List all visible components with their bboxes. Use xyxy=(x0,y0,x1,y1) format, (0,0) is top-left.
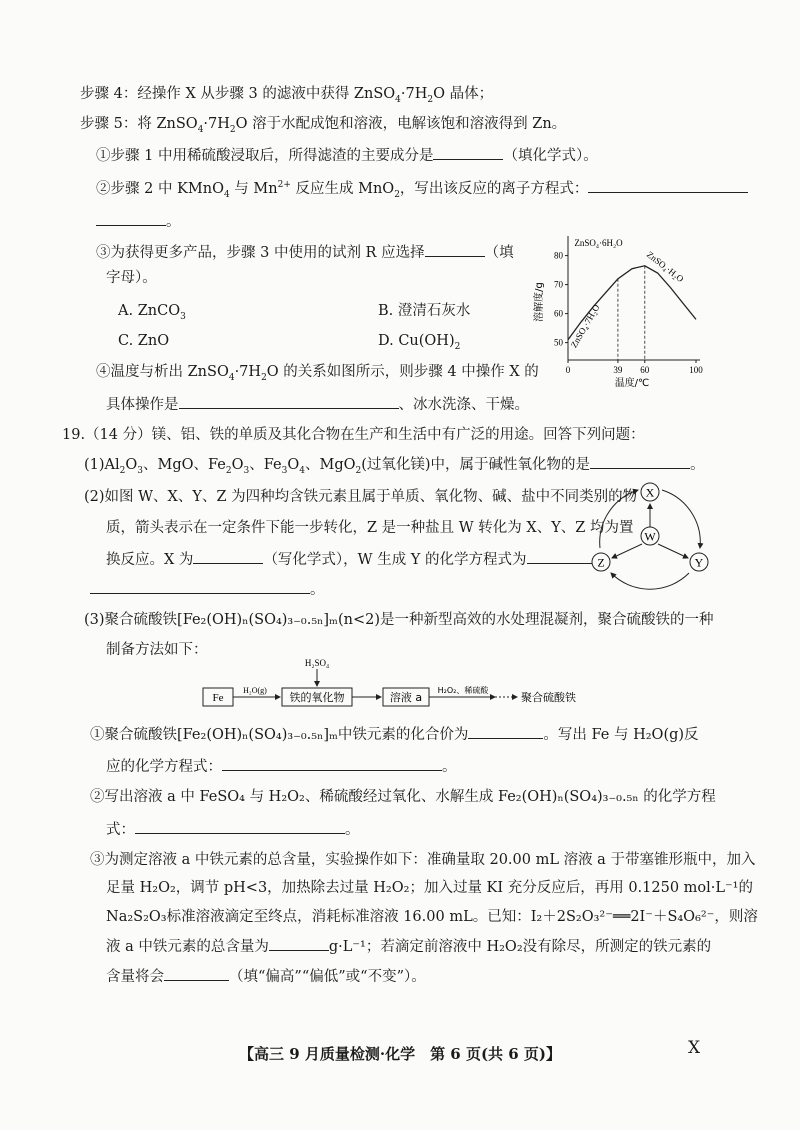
q19-s1-line2 xyxy=(106,756,457,777)
step4-text-c: O 晶体； xyxy=(433,86,494,102)
q19-p1-end: 。 xyxy=(690,457,705,473)
q19-s2-text-b: 式： xyxy=(106,822,135,838)
arrow-w-to-y xyxy=(658,544,688,558)
q19-s3-line5 xyxy=(106,966,426,987)
q19-part3-line2 xyxy=(106,640,208,660)
q19-part2-line1 xyxy=(84,487,637,507)
page-footer xyxy=(0,1043,800,1064)
q18-p4-tail: 、冰水洗涤、干燥。 xyxy=(398,397,529,413)
q19-s2-line2 xyxy=(106,819,360,840)
h2so4-label: H₂SO₄ xyxy=(304,658,330,668)
q19-p2-text3a: 换反应。X 为 xyxy=(106,552,194,568)
q18-p1-text: ①步骤 1 中用稀硫酸浸取后，所得滤渣的主要成分是 xyxy=(96,148,434,164)
q19-s2-line1 xyxy=(90,787,716,807)
q19-p1-b: O xyxy=(125,457,138,473)
node-y-label: Y xyxy=(694,555,704,570)
chart-xlabel: 温度/℃ xyxy=(614,378,650,389)
q19-title xyxy=(62,425,645,445)
option-b[interactable] xyxy=(378,301,470,321)
q19-s3-text2: 足量 H₂O₂，调节 pH<3，加热除去过量 H₂O₂；加入过量 KI 充分反应后，再用 0.1250 mol·L⁻¹的 xyxy=(106,880,753,896)
option-d-text: D. Cu(OH) xyxy=(378,333,455,349)
q19-part2-line4 xyxy=(90,579,325,600)
q18-p4-text-b: ·7H xyxy=(234,364,262,380)
step4-line: 步骤 4：经操作 X 从步骤 3 的滤液中获得 $ZnSO_4\cdot 7H_2O$ 晶体； xyxy=(80,86,494,105)
q18-p2-text-c: 反应生成 MnO xyxy=(290,181,395,197)
solubility-chart xyxy=(532,230,722,400)
q19-part2-line3 xyxy=(106,549,605,570)
q19-p1-f: O xyxy=(287,457,300,473)
q18-part4: ④温度与析出 $ZnSO_4\cdot 7H_2O$ 的关系如图所示，则步骤 4 中操作 X 的 xyxy=(96,364,539,383)
q19-s3-text3: Na₂S₂O₃标准溶液滴定至终点，消耗标准溶液 16.00 mL。已知：I₂＋2S₂O₃²⁻══2I⁻＋S₄O₆²⁻，则溶 xyxy=(106,909,758,925)
q18-p2-text-d: ，写出该反应的离子方程式： xyxy=(399,181,589,197)
q19-s3-line3 xyxy=(106,907,758,927)
option-a-text: A. ZnCO xyxy=(118,303,181,319)
q19-p2-text2: 质，箭头表示在一定条件下能一步转化，Z 是一种盐且 W 转化为 X、Y、Z 均为置 xyxy=(106,520,634,536)
q18-p3-blank[interactable] xyxy=(425,242,485,257)
option-b-text: B. 澄清石灰水 xyxy=(378,303,471,319)
iron-conversion-diagram xyxy=(585,478,715,596)
option-c[interactable] xyxy=(118,331,169,351)
step5-line: 步骤 5：将 $ZnSO_4\cdot 7H_2O$ 溶于水配成饱和溶液，电解该饱和溶液得到 Zn。 xyxy=(80,116,567,135)
step4-text-a: 步骤 4：经操作 X 从步骤 3 的滤液中获得 ZnSO xyxy=(80,86,396,102)
footer-text: 【高三 9 月质量检测·化学 第 6 页(共 6 页)】 xyxy=(238,1045,562,1063)
arc-x-to-y xyxy=(662,490,700,548)
q19-p1-h: (过氧化镁)中，属于碱性氧化物的是 xyxy=(361,457,591,473)
q19-s1-blank-b[interactable] xyxy=(222,756,442,771)
q19-s2-blank[interactable] xyxy=(135,819,345,834)
q19-s1-text-a: ①聚合硫酸铁[Fe₂(OH)ₙ(SO₄)₃₋₀.₅ₙ]ₘ中铁元素的化合价为 xyxy=(90,727,469,743)
q19-s3-blank-b[interactable] xyxy=(164,966,229,981)
q19-p2-text3b: （写化学式），W 生成 Y 的化学方程式为 xyxy=(263,552,527,568)
option-d[interactable]: D. $Cu(OH)_2$ xyxy=(378,333,461,352)
q19-s3-text4b: g·L⁻¹；若滴定前溶液中 H₂O₂没有除尽，所测定的铁元素的 xyxy=(328,939,712,955)
chart-ticks xyxy=(554,251,703,375)
q19-s1-blank-a[interactable] xyxy=(468,724,543,739)
node-w-label: W xyxy=(644,529,656,544)
q19-s3-line1 xyxy=(90,850,755,870)
box-oxide-label: 铁的氧化物 xyxy=(289,691,345,704)
q18-p2-blank-b[interactable] xyxy=(96,211,166,226)
q19-part3-line1 xyxy=(84,610,713,630)
q18-p2-text-b: 与 Mn xyxy=(229,181,278,197)
q19-s1-text-c: 应的化学方程式： xyxy=(106,759,222,775)
chart-xtick-label: 39 xyxy=(613,365,623,375)
step4-text-b: ·7H xyxy=(400,86,428,102)
q19-p1-blank[interactable] xyxy=(590,454,690,469)
q18-part3-cont xyxy=(106,268,157,288)
q18-p1-blank[interactable] xyxy=(433,145,503,160)
chart-ytick-label: 50 xyxy=(554,337,563,348)
q19-p2-end: 。 xyxy=(310,582,325,598)
q19-p1-g: 、MgO xyxy=(304,457,356,473)
q19-s3-text5a: 含量将会 xyxy=(106,969,164,985)
arrow-w-to-z xyxy=(612,544,642,558)
chart-axes xyxy=(568,236,700,360)
q18-p3-tail: （填 xyxy=(484,245,514,261)
q19-p1-a: (1)Al xyxy=(84,457,120,473)
chart-label-heptahydrate: ZnSO₄·7H₂O xyxy=(568,302,602,350)
q18-p4-text-a: ④温度与析出 ZnSO xyxy=(96,364,229,380)
q18-p2-text-a: ②步骤 2 中 KMnO xyxy=(96,181,224,197)
option-c-text: C. ZnO xyxy=(118,333,170,349)
chart-ytick-label: 60 xyxy=(554,308,563,319)
q19-s2-end: 。 xyxy=(345,822,360,838)
step5-text-b: ·7H xyxy=(203,116,230,132)
q19-s1-end: 。 xyxy=(442,759,457,775)
q18-p2-blank-a[interactable] xyxy=(588,178,748,193)
q19-s3-text5b: （填“偏高”“偏低”或“不变”）。 xyxy=(229,969,426,985)
box-solution-label: 溶液 a xyxy=(389,691,423,704)
q19-p3-text1: (3)聚合硫酸铁[Fe₂(OH)ₙ(SO₄)₃₋₀.₅ₙ]ₘ(n<2)是一种新型高效的水处理混凝剂，聚合硫酸铁的一种 xyxy=(84,612,714,628)
q19-p2-blank-eq2[interactable] xyxy=(90,579,310,594)
arc-z-to-x xyxy=(600,490,638,548)
q19-s3-blank-a[interactable] xyxy=(269,936,329,951)
q18-part2: ②步骤 2 中 KMnO$_4$ 与 $Mn^{2+}$ 反应生成 MnO$_2$，写出该反应的离子方程式： xyxy=(96,178,748,199)
q19-s1-line1 xyxy=(90,724,699,745)
option-a[interactable]: A. ZnCO$_3$ xyxy=(118,303,186,322)
q19-s3-text1: ③为测定溶液 a 中铁元素的总含量，实验操作如下：准确量取 20.00 mL 溶液 a 于带塞锥形瓶中，加入 xyxy=(90,852,756,868)
q19-s3-line2 xyxy=(106,878,753,898)
step5-text-a: 步骤 5：将 ZnSO xyxy=(80,116,198,132)
q18-p2-end: 。 xyxy=(166,214,181,230)
version-mark xyxy=(688,1038,700,1058)
arrow1-label: H₂O(g) xyxy=(243,686,267,695)
q18-part2-cont xyxy=(96,211,181,232)
chart-ylabel: 溶解度/g xyxy=(534,282,545,322)
q18-p4-blank[interactable] xyxy=(179,394,399,409)
chart-ytick-label: 70 xyxy=(554,279,563,290)
q19-s2-text-a: ②写出溶液 a 中 FeSO₄ 与 H₂O₂、稀硫酸经过氧化、水解生成 Fe₂(OH)ₙ(SO₄)₃₋₀.₅ₙ 的化学方程 xyxy=(90,789,716,805)
q19-p1-c: 、MgO、Fe xyxy=(143,457,226,473)
q19-p2-blank-x[interactable] xyxy=(193,549,263,564)
q19-s3-text4a: 液 a 中铁元素的总含量为 xyxy=(106,939,269,955)
chart-label-monohydrate: ZnSO₄·H₂O xyxy=(644,249,686,285)
q19-s3-line4 xyxy=(106,936,711,957)
q19-p3-text2: 制备方法如下： xyxy=(106,642,208,658)
q19-title-text: 19.（14 分）镁、铝、铁的单质及其化合物在生产和生活中有广泛的用途。回答下列问题： xyxy=(62,427,645,443)
q19-part1: $(1)Al_2O_3$、MgO、$Fe_2O_3$、$Fe_3O_4$、MgO$_2$(过氧化镁)中，属于碱性氧化物的是 。 xyxy=(84,454,705,475)
q19-p1-e: 、Fe xyxy=(249,457,282,473)
node-z-label: Z xyxy=(597,555,605,570)
q19-part2-line2 xyxy=(106,518,634,538)
q18-p1-tail: （填化学式）。 xyxy=(503,148,598,164)
q19-p2-text1: (2)如图 W、X、Y、Z 为四种均含铁元素且属于单质、氧化物、碱、盐中不同类别的物 xyxy=(84,489,638,505)
box-fe-label: Fe xyxy=(212,692,224,704)
chart-xtick-label: 100 xyxy=(689,365,703,375)
q18-p4-text-d: 具体操作是 xyxy=(106,397,179,413)
chart-label-hexahydrate: ZnSO₄·6H₂O xyxy=(574,238,623,248)
q18-part3 xyxy=(96,242,514,263)
chart-xtick-label: 0 xyxy=(565,365,571,375)
q18-p3-text: ③为获得更多产品，步骤 3 中使用的试剂 R 应选择 xyxy=(96,245,425,261)
node-x-label: X xyxy=(645,485,655,500)
q19-s1-text-b: 。写出 Fe 与 H₂O(g)反 xyxy=(543,727,699,743)
q18-p3-cont-text: 字母）。 xyxy=(106,270,157,286)
product-label: 聚合硫酸铁 xyxy=(521,691,576,704)
step5-text-c: O 溶于水配成饱和溶液，电解该饱和溶液得到 Zn。 xyxy=(235,116,567,132)
version-mark-text: X xyxy=(688,1038,701,1058)
arc-y-to-z xyxy=(611,573,689,589)
preparation-flow xyxy=(195,655,625,715)
chart-ytick-label: 80 xyxy=(554,250,563,261)
q18-part4-cont xyxy=(106,394,529,415)
chart-xtick-label: 60 xyxy=(640,365,650,375)
q18-p4-text-c: O 的关系如图所示，则步骤 4 中操作 X 的 xyxy=(266,364,539,380)
q18-part1 xyxy=(96,145,598,166)
q19-p1-d: O xyxy=(231,457,244,473)
arrow3-label: H₂O₂、稀硫酸 xyxy=(437,686,489,695)
